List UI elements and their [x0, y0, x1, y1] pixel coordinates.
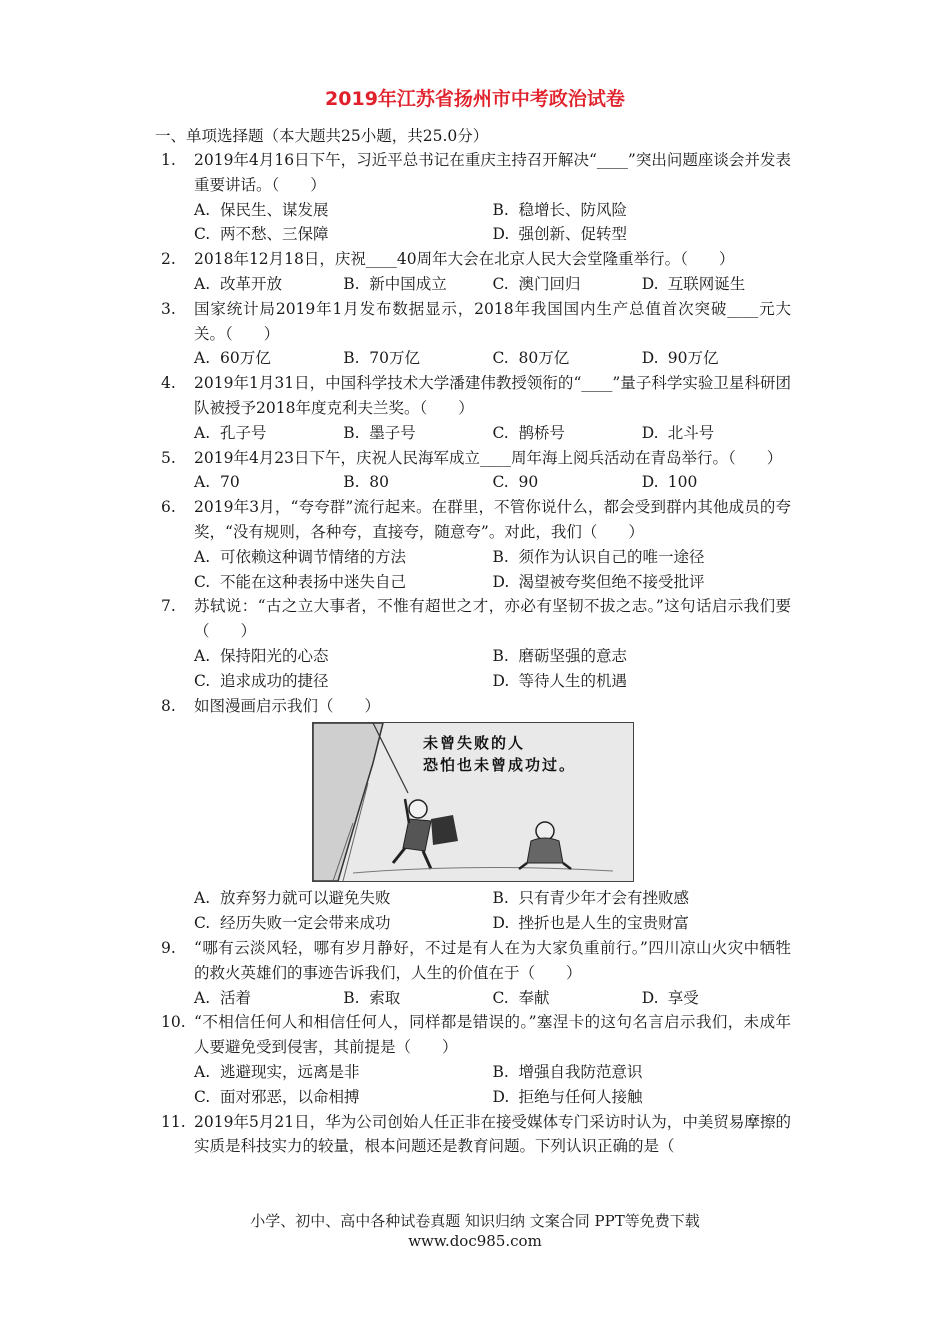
option-d[interactable]	[493, 222, 792, 247]
option-text: 新中国成立	[369, 274, 447, 293]
option-letter: D.	[492, 572, 510, 591]
option-letter: D.	[641, 349, 659, 368]
option-a[interactable]	[194, 644, 493, 669]
question-stem: 国家统计局2019年1月发布数据显示，2018年我国国内生产总值首次突破____元大关。（ ）	[194, 299, 791, 343]
comic-image	[312, 722, 634, 882]
option-letter: B.	[343, 274, 360, 293]
option-text: 60万亿	[220, 349, 271, 368]
option-d[interactable]	[642, 986, 791, 1011]
option-d[interactable]	[493, 669, 792, 694]
question-stem: 2018年12月18日，庆祝____40周年大会在北京人民大会堂隆重举行。（ ）	[194, 250, 735, 269]
option-b[interactable]	[493, 1060, 792, 1085]
option-text: 逃避现实，远离是非	[220, 1062, 360, 1081]
option-c[interactable]	[493, 470, 642, 495]
question-4	[161, 371, 791, 445]
option-d[interactable]	[493, 911, 792, 936]
option-list	[194, 1060, 791, 1110]
question-number: 5.	[161, 448, 176, 467]
option-letter: A.	[194, 547, 211, 566]
option-text: 奉献	[518, 988, 550, 1007]
option-list	[194, 470, 791, 495]
option-letter: A.	[194, 1062, 211, 1081]
option-letter: A.	[194, 274, 211, 293]
option-letter: C.	[194, 1087, 211, 1106]
option-letter: A.	[194, 423, 211, 442]
option-text: 保持阳光的心态	[220, 646, 329, 665]
option-b[interactable]	[493, 644, 792, 669]
option-text: 挫折也是人生的宝贵财富	[518, 914, 690, 933]
option-letter: B.	[492, 1062, 509, 1081]
option-letter: A.	[194, 349, 211, 368]
option-c[interactable]	[194, 222, 493, 247]
option-c[interactable]	[194, 669, 493, 694]
question-number: 7.	[161, 597, 176, 616]
option-letter: B.	[343, 349, 360, 368]
option-text: 等待人生的机遇	[518, 671, 628, 690]
option-letter: B.	[492, 646, 509, 665]
option-b[interactable]	[343, 272, 492, 297]
question-stem: 2019年3月，“夸夸群”流行起来。在群里，不管你说什么，都会受到群内其他成员的夸奖，“没有规则，各种夸，直接夸，随意夸”。对此，我们（ ）	[194, 498, 791, 541]
page-footer	[0, 1211, 950, 1251]
exam-title: 2019年江苏省扬州市中考政治试卷	[325, 88, 625, 110]
option-d[interactable]	[642, 346, 791, 371]
option-text: 70	[220, 473, 240, 492]
option-text: 保民生、谋发展	[220, 200, 329, 219]
option-letter: A.	[194, 889, 211, 908]
option-text: 经历失败一定会带来成功	[220, 914, 391, 933]
question-number: 11.	[161, 1112, 186, 1131]
question-number: 8.	[161, 696, 176, 715]
option-a[interactable]	[194, 545, 493, 570]
option-list	[194, 421, 791, 446]
option-letter: C.	[194, 572, 211, 591]
option-letter: A.	[194, 473, 211, 492]
question-7	[161, 594, 791, 693]
option-letter: C.	[194, 225, 211, 244]
question-stem: “不相信任何人和相信任何人，同样都是错误的。”塞涅卡的这句名言启示我们，未成年人要避免受到侵害，其前提是（ ）	[194, 1013, 791, 1057]
question-5	[161, 446, 791, 496]
option-letter: D.	[492, 914, 510, 933]
option-list	[194, 272, 791, 297]
option-text: 两不愁、三保障	[220, 225, 329, 244]
question-6	[161, 495, 791, 594]
option-d[interactable]	[642, 421, 791, 446]
option-text: 鹊桥号	[518, 423, 566, 442]
option-letter: B.	[343, 988, 360, 1007]
question-number: 6.	[161, 498, 176, 517]
option-text: 强创新、促转型	[518, 225, 628, 244]
option-text: 渴望被夸奖但绝不接受批评	[518, 572, 705, 591]
option-list	[194, 198, 791, 248]
question-number: 4.	[161, 374, 176, 393]
option-letter: C.	[492, 423, 509, 442]
option-letter: B.	[343, 473, 360, 492]
option-text: 100	[667, 473, 698, 492]
option-letter: B.	[492, 200, 509, 219]
option-text: 墨子号	[369, 423, 416, 442]
option-list	[194, 346, 791, 371]
option-text: 80	[369, 473, 389, 492]
option-b[interactable]	[343, 470, 492, 495]
option-letter: D.	[492, 671, 510, 690]
footer-line-1: 小学、初中、高中各种试卷真题 知识归纳 文案合同 PPT等免费下载	[250, 1212, 700, 1230]
option-text: 放弃努力就可以避免失败	[220, 889, 391, 908]
option-b[interactable]	[343, 421, 492, 446]
question-stem: 2019年4月23日下午，庆祝人民海军成立____周年海上阅兵活动在青岛举行。（ ）	[194, 448, 783, 467]
question-stem: 2019年4月16日下午，习近平总书记在重庆主持召开解决“____”突出问题座谈会并发表重要讲话。（ ）	[194, 151, 791, 194]
option-d[interactable]	[493, 570, 792, 595]
section-heading: 一、单项选择题（本大题共25小题，共25.0分）	[155, 127, 489, 145]
option-letter: A.	[194, 988, 211, 1007]
option-text: 索取	[369, 988, 401, 1007]
option-d[interactable]	[642, 272, 791, 297]
option-text: 澳门回归	[518, 274, 581, 293]
option-b[interactable]	[343, 986, 492, 1011]
question-stem: 如图漫画启示我们（ ）	[194, 696, 381, 715]
question-number: 9.	[161, 938, 176, 957]
option-text: 稳增长、防风险	[518, 200, 628, 219]
option-letter: C.	[492, 988, 509, 1007]
option-text: 80万亿	[518, 349, 570, 368]
option-text: 面对邪恶，以命相搏	[220, 1087, 360, 1106]
question-stem: 苏轼说：“古之立大事者，不惟有超世之才，亦必有坚韧不拔之志。”这句话启示我们要（ ）	[194, 597, 791, 641]
option-text: 只有青少年才会有挫败感	[518, 889, 690, 908]
footer-url: www.doc985.com	[408, 1232, 542, 1250]
option-text: 不能在这种表扬中迷失自己	[220, 572, 407, 591]
question-number: 3.	[161, 299, 176, 318]
option-letter: B.	[343, 423, 360, 442]
option-text: 孔子号	[220, 423, 267, 442]
option-letter: C.	[492, 274, 509, 293]
question-list	[161, 148, 791, 1159]
option-letter: B.	[492, 547, 509, 566]
comic-caption-line-1: 未曾失败的人	[423, 734, 526, 753]
question-11	[161, 1110, 791, 1160]
option-letter: D.	[492, 1087, 510, 1106]
option-letter: A.	[194, 646, 211, 665]
option-a[interactable]	[194, 1060, 493, 1085]
option-c[interactable]	[194, 1085, 493, 1110]
option-b[interactable]	[493, 545, 792, 570]
question-number: 1.	[161, 151, 176, 169]
question-8	[161, 694, 791, 936]
option-a[interactable]	[194, 886, 493, 911]
option-a[interactable]	[194, 272, 343, 297]
question-stem: 2019年1月31日，中国科学技术大学潘建伟教授领衔的“____”量子科学实验卫星科研团队被授予2018年度克利夫兰奖。（ ）	[194, 374, 791, 417]
option-a[interactable]	[194, 198, 493, 223]
option-list	[194, 644, 791, 694]
option-text: 须作为认识自己的唯一途径	[518, 547, 705, 566]
option-c[interactable]	[493, 272, 642, 297]
question-number: 10.	[161, 1013, 186, 1032]
option-text: 追求成功的捷径	[220, 671, 329, 690]
option-text: 磨砺坚强的意志	[518, 646, 628, 665]
option-text: 70万亿	[369, 349, 420, 368]
option-c[interactable]	[493, 346, 642, 371]
option-letter: C.	[194, 671, 211, 690]
option-a[interactable]	[194, 470, 343, 495]
question-10	[161, 1010, 791, 1109]
option-letter: C.	[492, 473, 509, 492]
option-c[interactable]	[194, 911, 493, 936]
option-a[interactable]	[194, 986, 343, 1011]
option-text: 享受	[667, 988, 699, 1007]
option-d[interactable]	[642, 470, 791, 495]
option-list	[194, 986, 791, 1011]
option-a[interactable]	[194, 346, 343, 371]
option-list	[194, 886, 791, 936]
option-a[interactable]	[194, 421, 343, 446]
option-d[interactable]	[493, 1085, 792, 1110]
question-3	[161, 297, 791, 371]
question-1	[161, 148, 791, 247]
question-9	[161, 936, 791, 1010]
option-letter: C.	[492, 349, 509, 368]
comic-caption-line-2: 恐怕也未曾成功过。	[423, 756, 577, 775]
option-c[interactable]	[493, 986, 642, 1011]
option-text: 活着	[220, 988, 252, 1007]
option-text: 拒绝与任何人接触	[518, 1087, 643, 1106]
option-text: 90万亿	[667, 349, 719, 368]
question-stem: “哪有云淡风轻，哪有岁月静好，不过是有人在为大家负重前行。”四川凉山火灾中牺牲的救火英雄们的事迹告诉我们，人生的价值在于（ ）	[194, 938, 791, 982]
option-c[interactable]	[194, 570, 493, 595]
option-text: 90	[518, 473, 539, 492]
option-letter: A.	[194, 200, 211, 219]
option-text: 互联网诞生	[667, 274, 746, 293]
question-2	[161, 247, 791, 297]
option-letter: C.	[194, 914, 211, 933]
option-c[interactable]	[493, 421, 642, 446]
option-text: 可依赖这种调节情绪的方法	[220, 547, 407, 566]
option-text: 北斗号	[667, 423, 715, 442]
option-letter: D.	[641, 988, 659, 1007]
question-number: 2.	[161, 250, 176, 269]
option-b[interactable]	[493, 886, 792, 911]
option-letter: D.	[641, 423, 659, 442]
option-letter: D.	[641, 473, 659, 492]
option-list	[194, 545, 791, 595]
question-stem: 2019年5月21日，华为公司创始人任正非在接受媒体专门采访时认为，中美贸易摩擦的实质是科技实力的较量，根本问题还是教育问题。下列认识正确的是（	[194, 1112, 791, 1156]
option-letter: B.	[492, 889, 509, 908]
option-b[interactable]	[493, 198, 792, 223]
option-letter: D.	[641, 274, 659, 293]
option-b[interactable]	[343, 346, 492, 371]
option-text: 改革开放	[220, 274, 283, 293]
option-letter: D.	[492, 225, 510, 244]
option-text: 增强自我防范意识	[518, 1062, 643, 1081]
